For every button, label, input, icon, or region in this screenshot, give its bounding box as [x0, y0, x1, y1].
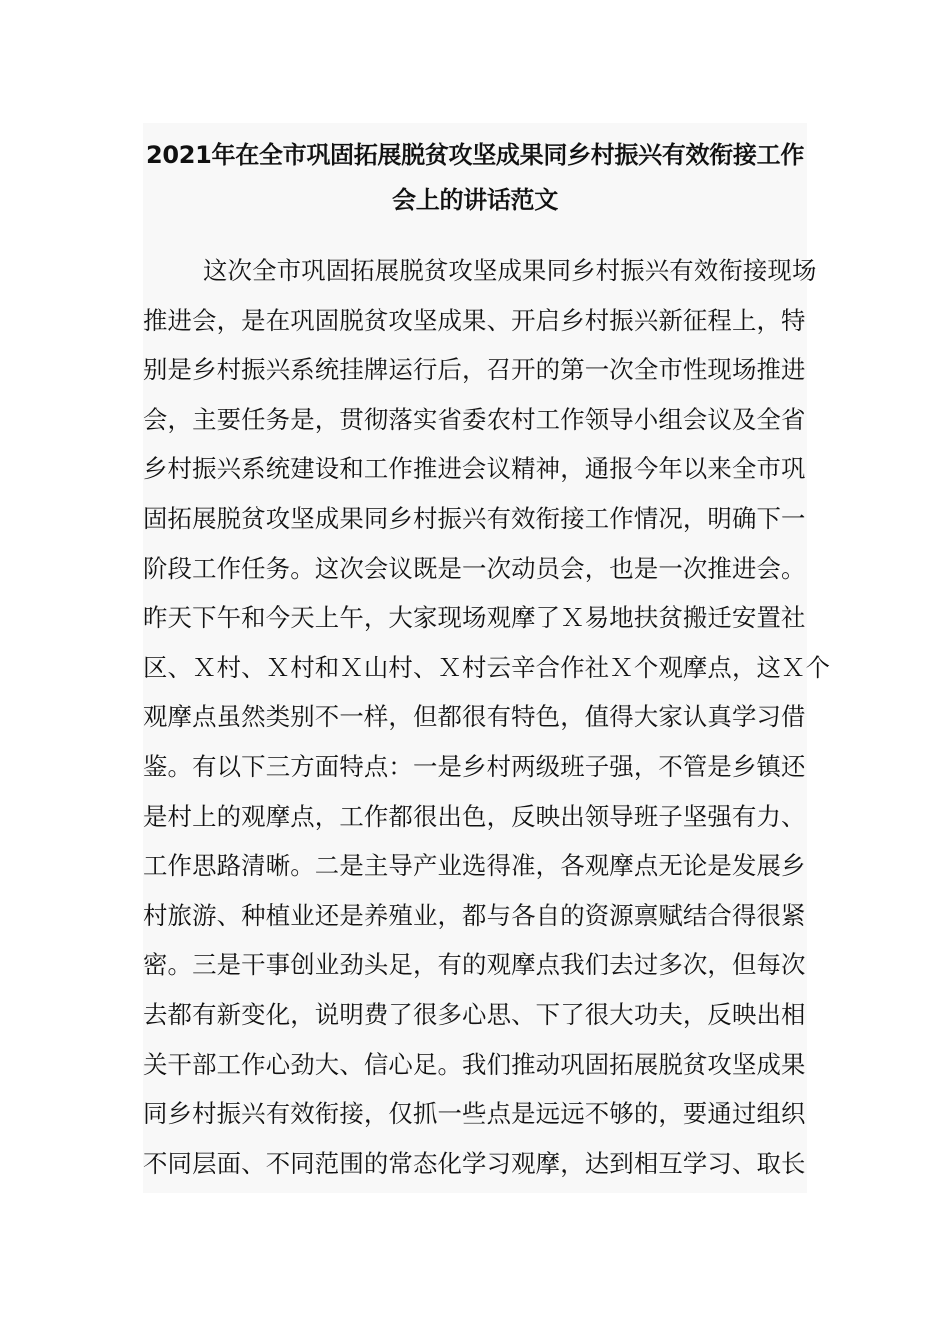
body-line: 阶段工作任务。这次会议既是一次动员会，也是一次推进会。	[143, 553, 806, 583]
document-text-block	[143, 123, 831, 1193]
body-line: 去都有新变化，说明费了很多心思、下了很大功夫，反映出相	[143, 999, 806, 1029]
document-body	[143, 246, 831, 1188]
body-line: 乡村振兴系统建设和工作推进会议精神，通报今年以来全市巩	[143, 454, 806, 484]
body-line: 固拓展脱贫攻坚成果同乡村振兴有效衔接工作情况，明确下一	[143, 503, 806, 533]
document-title-line-2: 会上的讲话范文	[392, 186, 558, 214]
document-title-line-1: 2021年在全市巩固拓展脱贫攻坚成果同乡村振兴有效衔接工作	[145, 141, 805, 169]
body-line: 村旅游、种植业还是养殖业，都与各自的资源禀赋结合得很紧	[143, 900, 806, 930]
body-line: 这次全市巩固拓展脱贫攻坚成果同乡村振兴有效衔接现场	[203, 256, 817, 285]
body-line: 不同层面、不同范围的常态化学习观摩，达到相互学习、取长	[143, 1148, 806, 1178]
body-line: 会，主要任务是，贯彻落实省委农村工作领导小组会议及全省	[143, 404, 806, 434]
body-line: 密。三是干事创业劲头足，有的观摩点我们去过多次，但每次	[143, 950, 806, 980]
body-line: 同乡村振兴有效衔接，仅抓一些点是远远不够的，要通过组织	[143, 1099, 806, 1129]
body-line: 别是乡村振兴系统挂牌运行后，召开的第一次全市性现场推进	[143, 355, 806, 385]
body-line: 关干部工作心劲大、信心足。我们推动巩固拓展脱贫攻坚成果	[143, 1049, 806, 1079]
body-line: 是村上的观摩点，工作都很出色，反映出领导班子坚强有力、	[143, 801, 806, 831]
body-line: 区、Ｘ村、Ｘ村和Ｘ山村、Ｘ村云辛合作社Ｘ个观摩点，这Ｘ个	[143, 652, 831, 682]
body-line: 工作思路清晰。二是主导产业选得准，各观摩点无论是发展乡	[143, 851, 806, 881]
body-line: 推进会，是在巩固脱贫攻坚成果、开启乡村振兴新征程上，特	[143, 305, 806, 335]
body-line: 观摩点虽然类别不一样，但都很有特色，值得大家认真学习借	[143, 702, 806, 732]
body-line: 昨天下午和今天上午，大家现场观摩了Ｘ易地扶贫搬迁安置社	[143, 603, 806, 633]
body-line: 鉴。有以下三方面特点：一是乡村两级班子强，不管是乡镇还	[143, 751, 806, 781]
